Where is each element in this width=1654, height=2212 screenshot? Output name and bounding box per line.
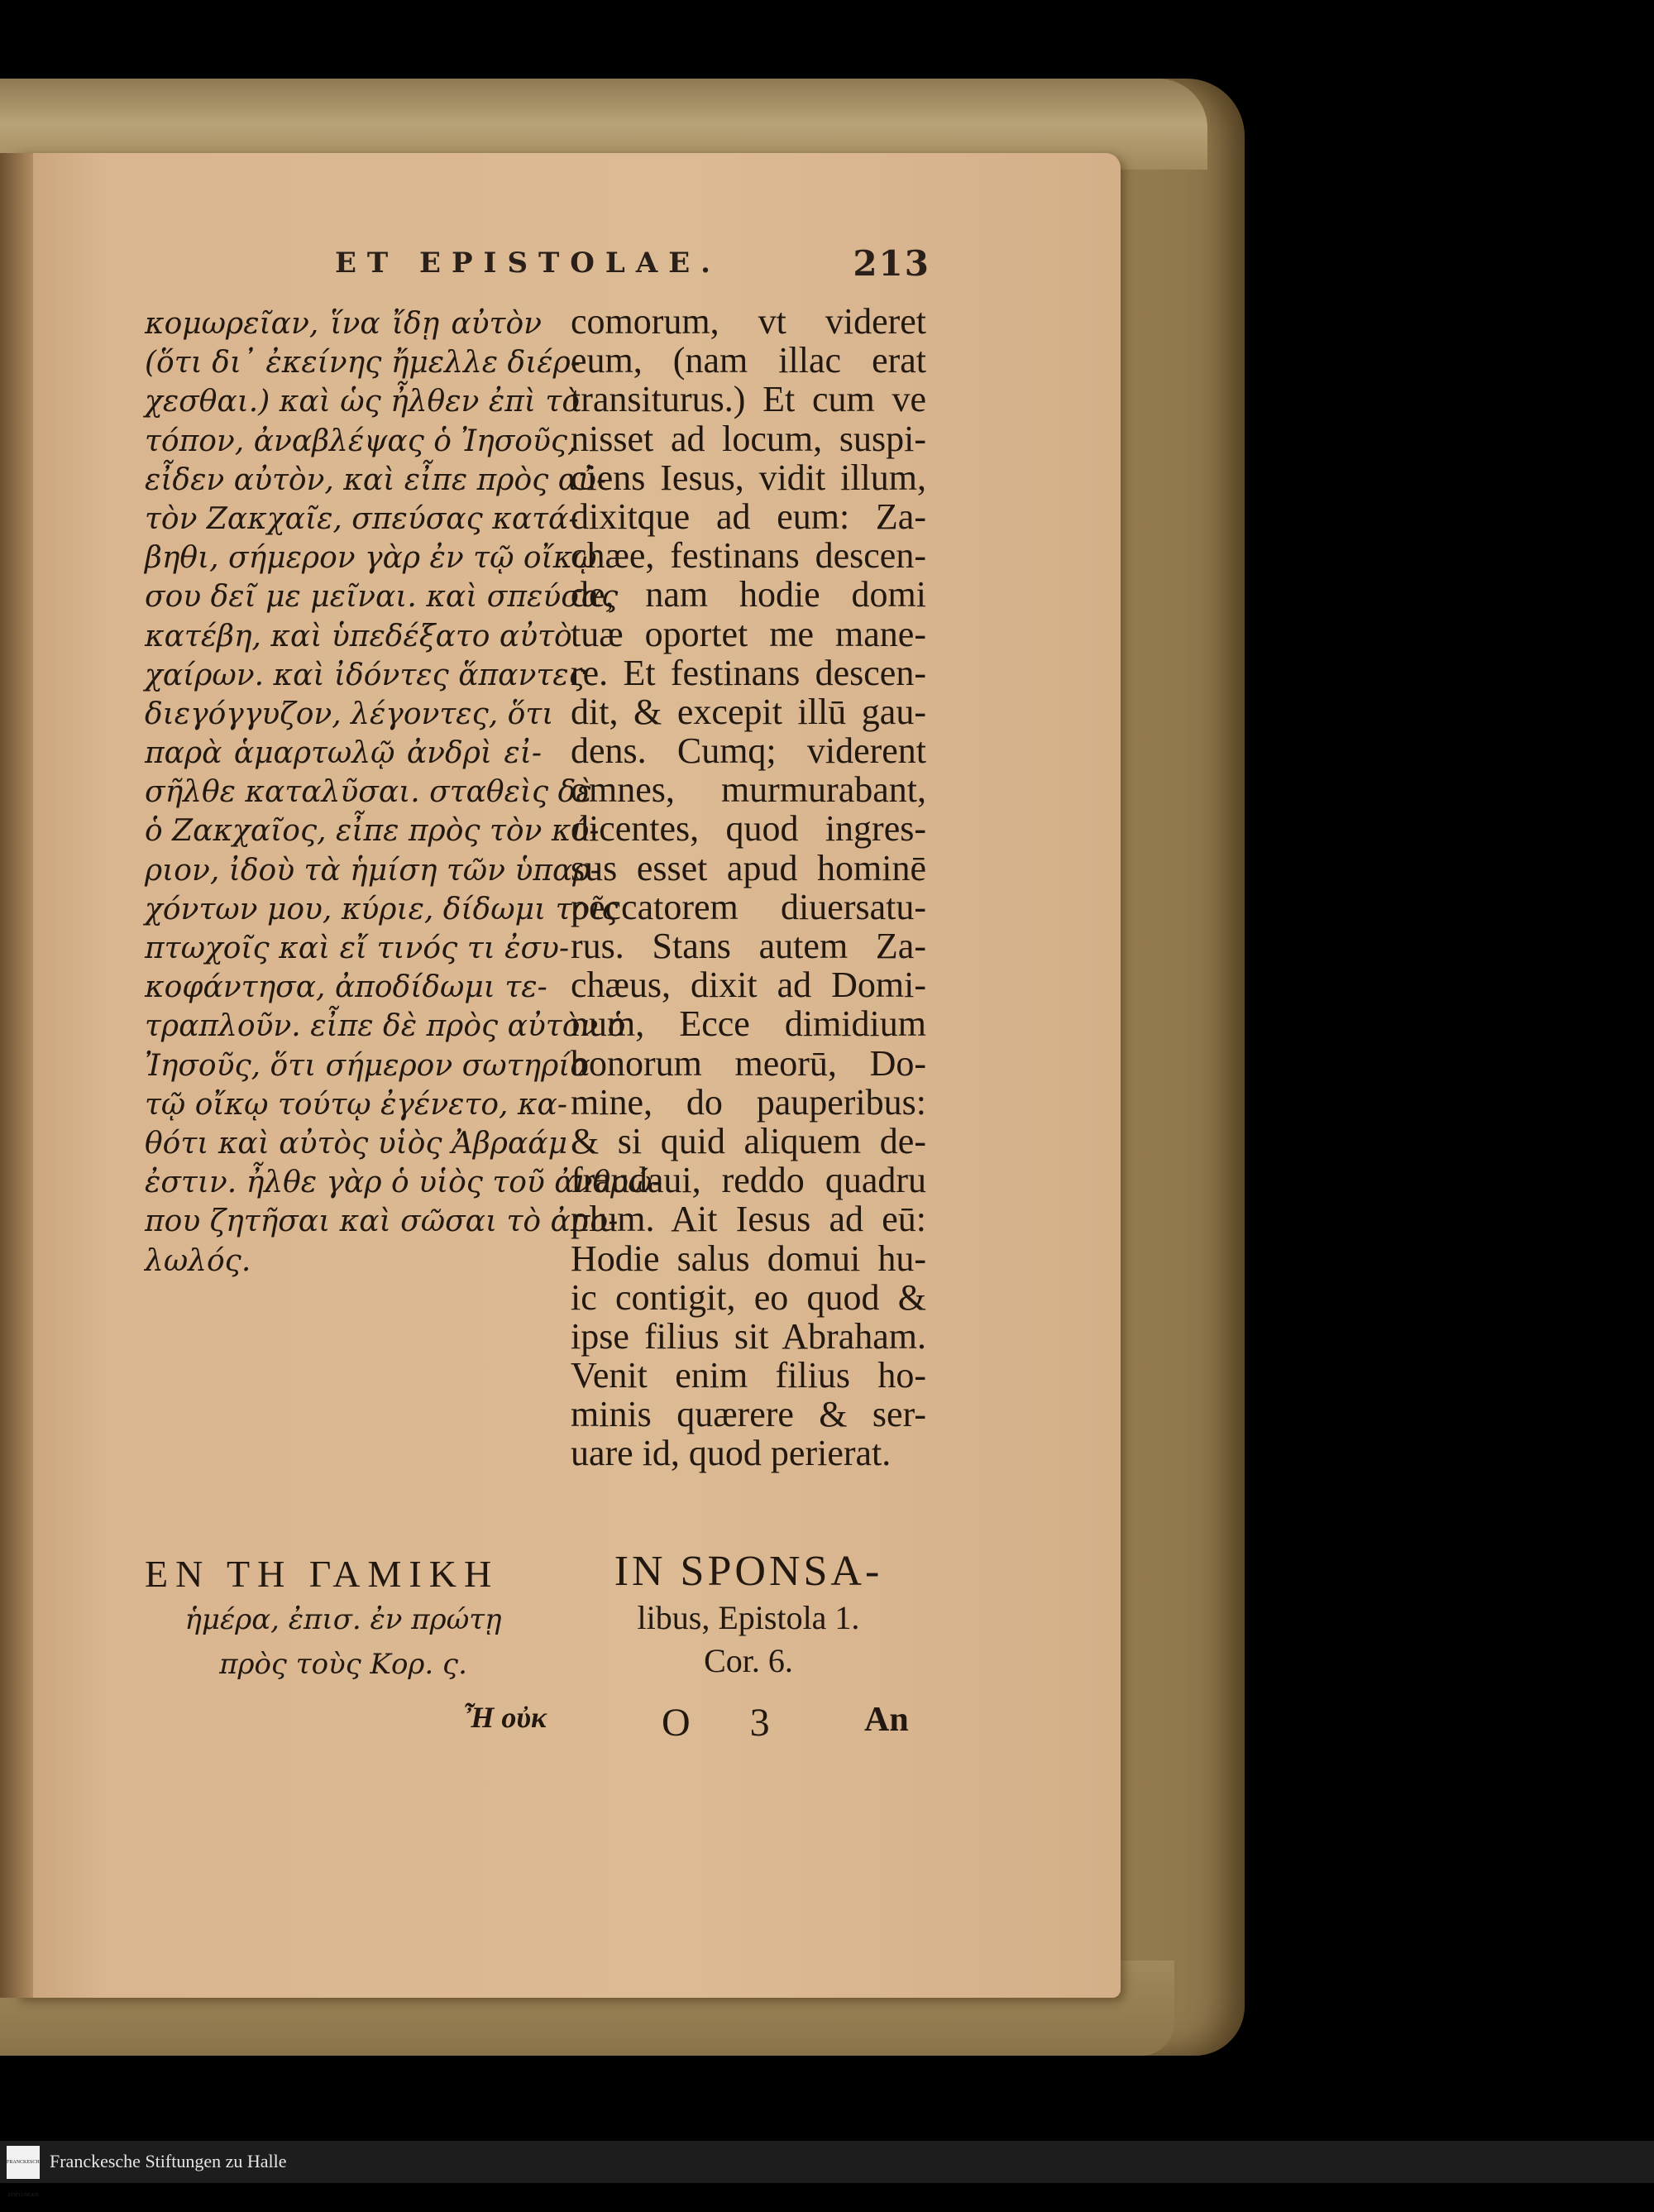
greek-text-line: σῆλθε καταλῦσαι. σταθεὶς δὲ [145,775,592,810]
latin-heading-line: Cor. 6. [704,1642,793,1679]
latin-text-line: Venit enim filius ho- [571,1355,926,1396]
latin-text-line: de, nam hodie domi [571,574,926,615]
latin-text-line: dicentes, quod ingres- [571,808,926,850]
signature-mark: O 3 [662,1701,795,1745]
greek-text-column [145,304,662,1281]
latin-text-line: uare id, quod perierat. [571,1433,892,1474]
latin-heading-line: libus, Epistola 1. [637,1599,860,1636]
latin-text-line: chæe, festinans descen- [571,535,926,577]
latin-catchword: An [864,1701,909,1739]
latin-text-line: dixitque ad eum: Za- [571,496,926,537]
latin-text-line: dens. Cumq; viderent [571,730,926,772]
running-title: ET EPISTOLAE. [335,247,721,280]
greek-text-line: ριον, ἰδοὺ τὰ ἡμίση τῶν ὑπαρ- [145,853,600,888]
greek-text-line: χεσθαι.) καὶ ὡς ἦλθεν ἐπὶ τὸ [145,385,581,419]
greek-text-line: τραπλοῦν. εἶπε δὲ πρὸς αὐτὸν ὁ [145,1009,626,1044]
greek-catchword: Ἦ οὐκ [463,1701,547,1734]
greek-text-line: κομωρεῖαν, ἵνα ἴδῃ αὐτὸν [145,307,542,341]
latin-text-line: ic contigit, eo quod & [571,1276,926,1318]
latin-text-line: omnes, murmurabant, [571,769,926,811]
latin-text-line: peccatorem diuersatu- [571,886,926,927]
latin-text-line: transiturus.) Et cum ve [571,379,926,420]
greek-heading-title: ΕΝ ΤΗ ΓΑΜΙΚΗ [145,1553,500,1595]
greek-text-line: τόπον, ἀναβλέψας ὁ Ἰησοῦς, [145,424,577,458]
latin-text-line: chæus, dixit ad Domi- [571,965,926,1006]
latin-text-line: bonorum meorū, Do- [571,1042,926,1084]
latin-text-line: Hodie salus domui hu- [571,1238,926,1279]
latin-text-line: dit, & excepit illū gau- [571,691,926,732]
latin-heading-title: IN SPONSA- [614,1548,883,1595]
greek-text-line: τῷ οἴκῳ τούτῳ ἐγένετο, κα- [145,1087,568,1122]
latin-text-line: eum, (nam illac erat [571,340,926,381]
greek-text-line: ἐστιν. ἦλθε γὰρ ὁ υἱὸς τοῦ ἀνθρώ- [145,1166,662,1200]
page-number: 213 [853,243,930,284]
latin-text-line: rus. Stans autem Za- [571,926,926,966]
greek-text-line: τὸν Ζακχαῖε, σπεύσας κατά- [145,501,579,536]
greek-text-line: βηθι, σήμερον γὰρ ἐν τῷ οἴκῳ [145,541,597,576]
latin-section-heading [571,1547,926,1683]
greek-text-line: θότι καὶ αὐτὸς υἱὸς Ἀβραάμ [145,1126,567,1161]
greek-section-heading [145,1551,542,1687]
greek-heading-line: πρὸς τοὺς Κορ. ς. [219,1648,467,1681]
latin-text-line: plum. Ait Iesus ad eū: [571,1199,926,1240]
greek-text-line: που ζητῆσαι καὶ σῶσαι τὸ ἀπο- [145,1204,619,1239]
greek-text-line: Ἰησοῦς, ὅτι σήμερον σωτηρία [145,1048,590,1083]
latin-text-line: ciens Iesus, vidit illum, [571,457,926,498]
greek-text-line: κατέβη, καὶ ὑπεδέξατο αὐτὸ [145,619,572,654]
book-gutter [0,153,33,1998]
institution-logo-icon[interactable]: FRANCKESCHE STIFTUNGEN [7,2146,40,2179]
latin-text-line: sus esset apud hominē [571,847,926,888]
greek-text-line: χαίρων. καὶ ἰδόντες ἅπαντες [145,658,586,692]
running-header [335,243,930,288]
greek-heading-line: ἡμέρα, ἐπισ. ἐν πρώτῃ [184,1603,502,1636]
greek-text-line: ὁ Ζακχαῖος, εἶπε πρὸς τὸν κύ- [145,814,600,849]
latin-text-line: nisset ad locum, suspi- [571,418,926,459]
latin-text-column [571,302,926,1473]
latin-text-line: tuæ oportet me mane- [571,613,926,654]
greek-text-line: σου δεῖ με μεῖναι. καὶ σπεύσας [145,580,619,615]
greek-text-line: κοφάντησα, ἀποδίδωμι τε- [145,970,547,1005]
latin-text-line: minis quærere & ser- [571,1394,926,1435]
latin-text-line: mine, do pauperibus: [571,1081,926,1123]
latin-text-line: comorum, vt videret [571,301,926,342]
latin-text-line: re. Et festinans descen- [571,652,926,693]
footer-label: Franckesche Stiftungen zu Halle [50,2151,287,2171]
greek-text-line: χόντων μου, κύριε, δίδωμι τοῖς [145,892,619,926]
greek-text-line: παρὰ ἁμαρτωλῷ ἀνδρὶ εἰ- [145,736,542,771]
greek-text-line: διεγόγγυζον, λέγοντες, ὅτι [145,697,554,731]
greek-text-line: (ὅτι δι᾽ ἐκείνης ἤμελλε διέρ- [145,346,581,381]
greek-text-line: εἶδεν αὐτὸν, καὶ εἶπε πρὸς αὐ- [145,462,607,497]
latin-text-line: ipse filius sit Abraham. [571,1315,926,1357]
latin-text-line: fraudaui, reddo quadru [571,1160,926,1201]
greek-text-line: πτωχοῖς καὶ εἴ τινός τι ἐσυ- [145,931,570,965]
footer-bar [0,2141,1654,2198]
greek-text-line: λωλός. [145,1243,251,1278]
latin-text-line: num, Ecce dimidium [571,1003,926,1045]
latin-text-line: & si quid aliquem de- [571,1120,926,1161]
